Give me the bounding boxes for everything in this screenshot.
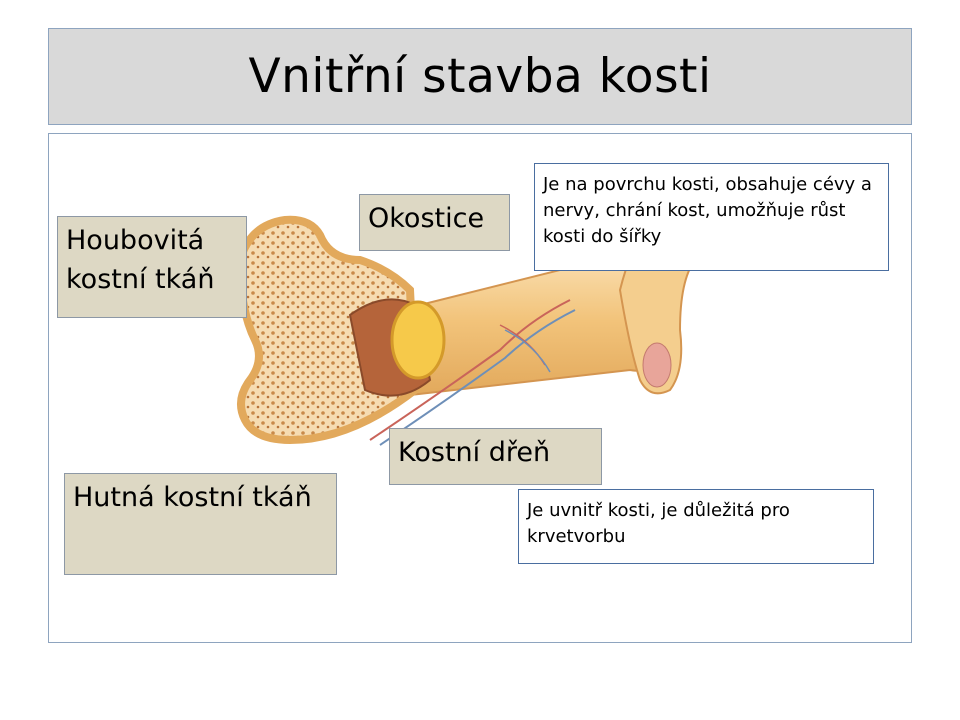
note-periosteum [534,163,889,271]
title-bar [48,28,912,125]
label-bone-marrow-text: Kostní dřeň [398,437,551,468]
note-bone-marrow [518,489,874,564]
slide-title: Vnitřní stavba kosti [248,49,712,104]
label-bone-marrow [389,428,602,485]
bone-marrow-section [392,302,444,378]
label-periosteum [359,194,510,251]
note-bone-marrow-text: Je uvnitř kosti, je důležitá pro krvetvorbu [527,500,790,547]
label-compact-bone [64,473,337,575]
cartilage-patch [643,343,671,387]
label-spongy-bone [57,216,247,318]
note-periosteum-text: Je na povrchu kosti, obsahuje cévy a nervy, chrání kost, umožňuje růst kosti do šířky [543,174,872,247]
label-spongy-bone-text: Houbovitá kostní tkáň [66,225,215,295]
label-compact-bone-text: Hutná kostní tkáň [73,482,312,513]
label-periosteum-text: Okostice [368,203,485,234]
